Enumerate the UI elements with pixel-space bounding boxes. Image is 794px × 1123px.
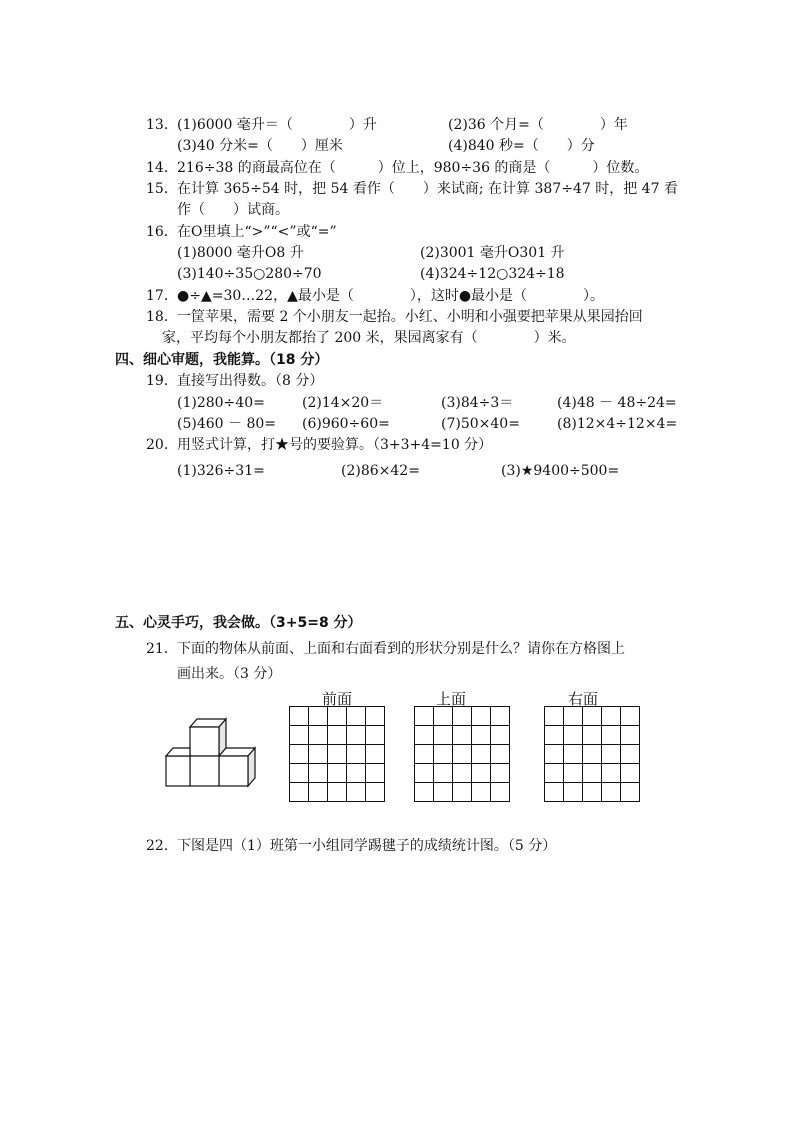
q19-item-3: (3)84÷3＝ — [441, 395, 514, 411]
q19-item-5: (5)460 － 80= — [177, 416, 276, 432]
q19-item-7: (7)50×40= — [441, 416, 520, 432]
q15-line-1: 在计算 365÷54 时，把 54 看作（ ）来试商; 在计算 387÷47 时，把 47 看 — [177, 181, 678, 197]
grid-label-top: 上面 — [436, 690, 467, 708]
q19-item-2: (2)14×20＝ — [302, 395, 384, 411]
q13-number: 13． — [146, 117, 178, 133]
q20-item-2: (2)86×42= — [341, 463, 420, 479]
q16-item-1: (1)8000 毫升O8 升 — [177, 245, 304, 261]
q20-item-1: (1)326÷31= — [177, 463, 265, 479]
q21-line-1: 下面的物体从前面、上面和右面看到的形状分别是什么？请你在方格图上 — [177, 641, 625, 657]
q13-item-1: (1)6000 毫升＝（ ）升 — [177, 117, 377, 133]
q19-item-6: (6)960÷60= — [302, 416, 390, 432]
q13-item-4: (4)840 秒=（ ）分 — [448, 138, 595, 154]
q19-text: 直接写出得数。（8 分） — [177, 373, 324, 389]
q13-item-2: (2)36 个月=（ ）年 — [448, 117, 628, 133]
q17-text: ●÷▲=30…22，▲最小是（ ），这时●最小是（ ）。 — [177, 288, 605, 304]
q13-item-3: (3)40 分米=（ ）厘米 — [177, 138, 343, 154]
q19-item-4: (4)48 － 48÷24= — [557, 395, 677, 411]
grid-label-right: 右面 — [568, 690, 599, 708]
section-4-title: 四、细心审题，我能算。（18 分） — [115, 352, 329, 368]
q16-item-3: (3)140÷35○280÷70 — [177, 266, 322, 282]
q19-number: 19． — [146, 373, 178, 389]
grid-top[interactable] — [414, 706, 510, 802]
grid-front[interactable] — [289, 706, 385, 802]
q15-line-2: 作（ ）试商。 — [177, 202, 289, 218]
q17-number: 17． — [146, 288, 178, 304]
q22-number: 22． — [146, 838, 178, 854]
q19-item-8: (8)12×4÷12×4= — [557, 416, 678, 432]
grid-right[interactable] — [544, 706, 640, 802]
grid-label-front: 前面 — [322, 690, 353, 708]
q14-number: 14． — [146, 160, 178, 176]
q20-text: 用竖式计算，打★号的要验算。（3+3+4=10 分） — [177, 437, 493, 453]
q16-number: 16． — [146, 224, 178, 240]
q15-number: 15． — [146, 181, 178, 197]
q18-line-1: 一筐苹果，需要 2 个小朋友一起抬。小红、小明和小强要把苹果从果园抬回 — [177, 309, 643, 325]
q20-item-3: (3)★9400÷500= — [501, 463, 620, 479]
q19-item-1: (1)280÷40= — [177, 395, 265, 411]
q18-line-2: 家，平均每个小朋友都抬了 200 米，果园离家有（ ）米。 — [162, 330, 576, 346]
q21-number: 21． — [146, 641, 178, 657]
q16-item-4: (4)324÷12○324÷18 — [420, 266, 565, 282]
q16-text: 在O里填上“>”“<”或“=” — [177, 224, 337, 240]
stacked-cubes-figure — [160, 712, 265, 792]
q14-text: 216÷38 的商最高位在（ ）位上，980÷36 的商是（ ）位数。 — [177, 160, 649, 176]
q20-number: 20． — [146, 437, 178, 453]
section-5-title: 五、心灵手巧，我会做。（3+5=8 分） — [115, 615, 362, 631]
q21-line-2: 画出来。（3 分） — [177, 666, 282, 682]
q18-number: 18． — [146, 309, 178, 325]
q16-item-2: (2)3001 毫升O301 升 — [420, 245, 565, 261]
q22-text: 下图是四（1）班第一小组同学踢毽子的成绩统计图。（5 分） — [177, 838, 557, 854]
